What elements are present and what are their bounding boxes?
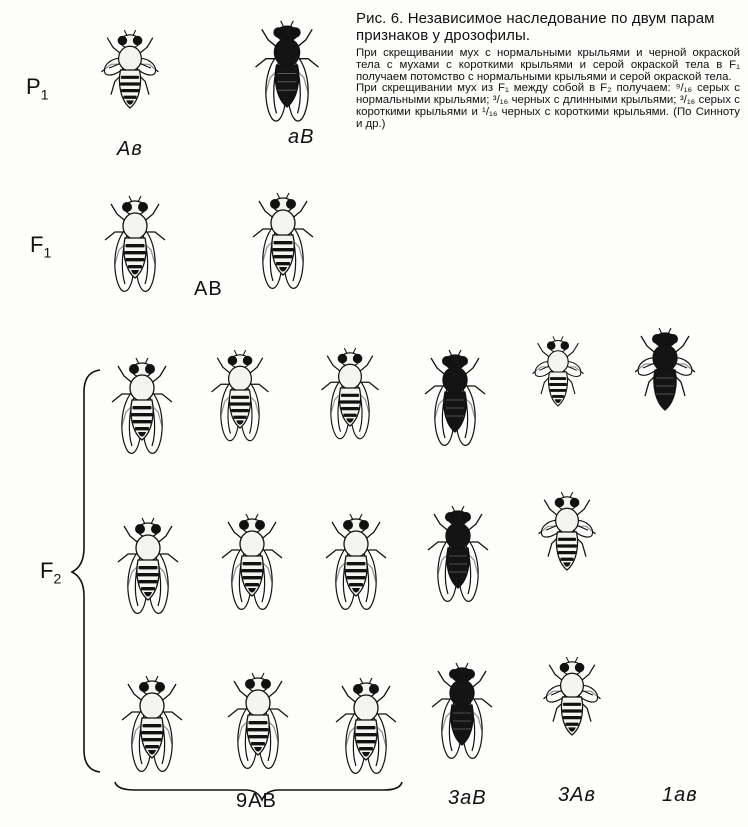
fly-f2-r2c2 <box>222 514 282 609</box>
fly-eye-icon <box>133 36 143 46</box>
fly-thorax <box>123 213 147 239</box>
label-f2-letter: F <box>40 558 54 583</box>
label-f1-sub: 1 <box>43 244 52 261</box>
fly-eye-icon <box>338 354 348 364</box>
label-f2-sub: 2 <box>53 570 62 587</box>
label-p1-sub: 1 <box>40 86 49 103</box>
fly-thorax <box>344 531 368 557</box>
fly-eye-icon <box>270 199 280 209</box>
fly-thorax <box>339 364 362 389</box>
fly-eye-icon <box>458 356 468 366</box>
genotype-p-left: Aв <box>117 138 143 160</box>
fly-eye-icon <box>353 354 363 364</box>
genotype-f2-3b: 3Aв <box>558 784 596 806</box>
genotype-p-right: аB <box>288 126 315 148</box>
fly-f2-r3c1 <box>122 676 182 771</box>
fly-eye-icon <box>139 682 149 692</box>
fly-eye-icon <box>151 524 161 534</box>
fly-eye-icon <box>561 341 570 350</box>
fly-f2-r2c5 <box>539 492 596 570</box>
fly-eye-icon <box>445 512 455 522</box>
fly-f2-r1c5 <box>533 336 584 406</box>
fly-eye-icon <box>273 27 284 38</box>
fly-thorax <box>561 673 584 698</box>
fly-eye-icon <box>145 364 155 374</box>
fly-p1-short-wing-grey <box>102 30 159 108</box>
fly-eye-icon <box>668 334 678 344</box>
fly-thorax <box>354 695 378 721</box>
fly-eye-icon <box>547 341 556 350</box>
fly-eye-icon <box>135 524 145 534</box>
label-p1-letter: P <box>26 74 41 99</box>
fly-eye-icon <box>442 356 452 366</box>
fly-f2-r1c6 <box>635 328 695 410</box>
caption-title: Рис. 6. Независимое наследование по двум парам признаков у дрозофилы. <box>356 10 715 44</box>
fly-thorax <box>271 210 295 236</box>
f2-bracket <box>72 370 100 772</box>
fly-f2-r2c1 <box>118 518 178 613</box>
fly-eye-icon <box>261 679 271 689</box>
fly-eye-icon <box>369 684 379 694</box>
fly-eye-icon <box>575 663 585 673</box>
fly-thorax <box>119 46 142 71</box>
genotype-f2-3a: 3аB <box>448 787 487 809</box>
fly-f1-fly-2 <box>253 193 313 288</box>
flies-layer <box>102 21 696 773</box>
fly-thorax <box>136 535 160 561</box>
fly-thorax <box>274 39 299 66</box>
fly-thorax <box>443 367 467 393</box>
fly-f2-r2c4 <box>428 506 488 601</box>
fly-eye-icon <box>122 202 132 212</box>
fly-f2-r2c3 <box>326 514 386 609</box>
fly-thorax <box>548 351 568 373</box>
fly-thorax <box>229 366 252 391</box>
fly-eye-icon <box>652 334 662 344</box>
genotype-f2-1: 1ав <box>662 784 698 806</box>
fly-eye-icon <box>449 669 459 679</box>
label-f1-letter: F <box>30 232 44 257</box>
fly-eye-icon <box>286 199 296 209</box>
fly-abdomen <box>654 370 676 410</box>
fly-f1-fly-1 <box>105 196 165 291</box>
fly-thorax <box>450 680 474 706</box>
fly-eye-icon <box>245 679 255 689</box>
fly-f2-r3c2 <box>228 673 288 768</box>
fly-thorax <box>446 523 470 549</box>
caption-paragraph-1: При скрещивании мух с нормальными крыльями и черной окраской тела с мухами с короткими крыльями и серой окраской тела в F₁ получаем потомство с нормальными крыльями и серой окраской тела. <box>356 47 740 83</box>
fly-eye-icon <box>228 356 238 366</box>
fly-eye-icon <box>465 669 475 679</box>
fly-thorax <box>240 531 264 557</box>
fly-f2-r3c3 <box>336 678 396 773</box>
fly-eye-icon <box>461 512 471 522</box>
fly-eye-icon <box>129 364 139 374</box>
nine-ab-bracket <box>115 782 402 800</box>
fly-eye-icon <box>243 356 253 366</box>
fly-eye-icon <box>239 520 249 530</box>
genotype-f2-9: 9AB <box>236 790 277 812</box>
fly-eye-icon <box>255 520 265 530</box>
fly-f2-r1c2 <box>212 350 269 441</box>
fly-f2-r1c4 <box>425 350 485 445</box>
fly-f2-r1c1 <box>112 358 172 453</box>
fly-thorax <box>653 345 677 371</box>
caption-paragraph-2: При скрещивании мух из F₁ между собой в F₂ получаем: ⁹/₁₆ серых с нормальными крыльями; ³/₁₆ черных с длинными крыльями; ³/₁₆ серых с короткими крыльями и ¹/₁₆ черных с короткими крыльями. (По Синноту и др.) <box>356 82 740 130</box>
fly-eye-icon <box>353 684 363 694</box>
fly-eye-icon <box>560 663 570 673</box>
fly-eye-icon <box>118 36 128 46</box>
fly-thorax <box>140 693 164 719</box>
fly-eye-icon <box>138 202 148 212</box>
fly-thorax <box>556 508 579 533</box>
fly-eye-icon <box>555 498 565 508</box>
fly-f2-r3c5 <box>544 657 601 735</box>
fly-eye-icon <box>570 498 580 508</box>
fly-f2-r1c3 <box>322 348 379 439</box>
fly-eye-icon <box>343 520 353 530</box>
fly-f2-r3c4 <box>432 663 492 758</box>
fly-eye-icon <box>155 682 165 692</box>
fly-p1-long-wing-black <box>256 21 319 121</box>
genotype-f1: AB <box>194 278 223 300</box>
fly-thorax <box>130 375 154 401</box>
fly-eye-icon <box>290 27 301 38</box>
fly-eye-icon <box>359 520 369 530</box>
fly-thorax <box>246 690 270 716</box>
